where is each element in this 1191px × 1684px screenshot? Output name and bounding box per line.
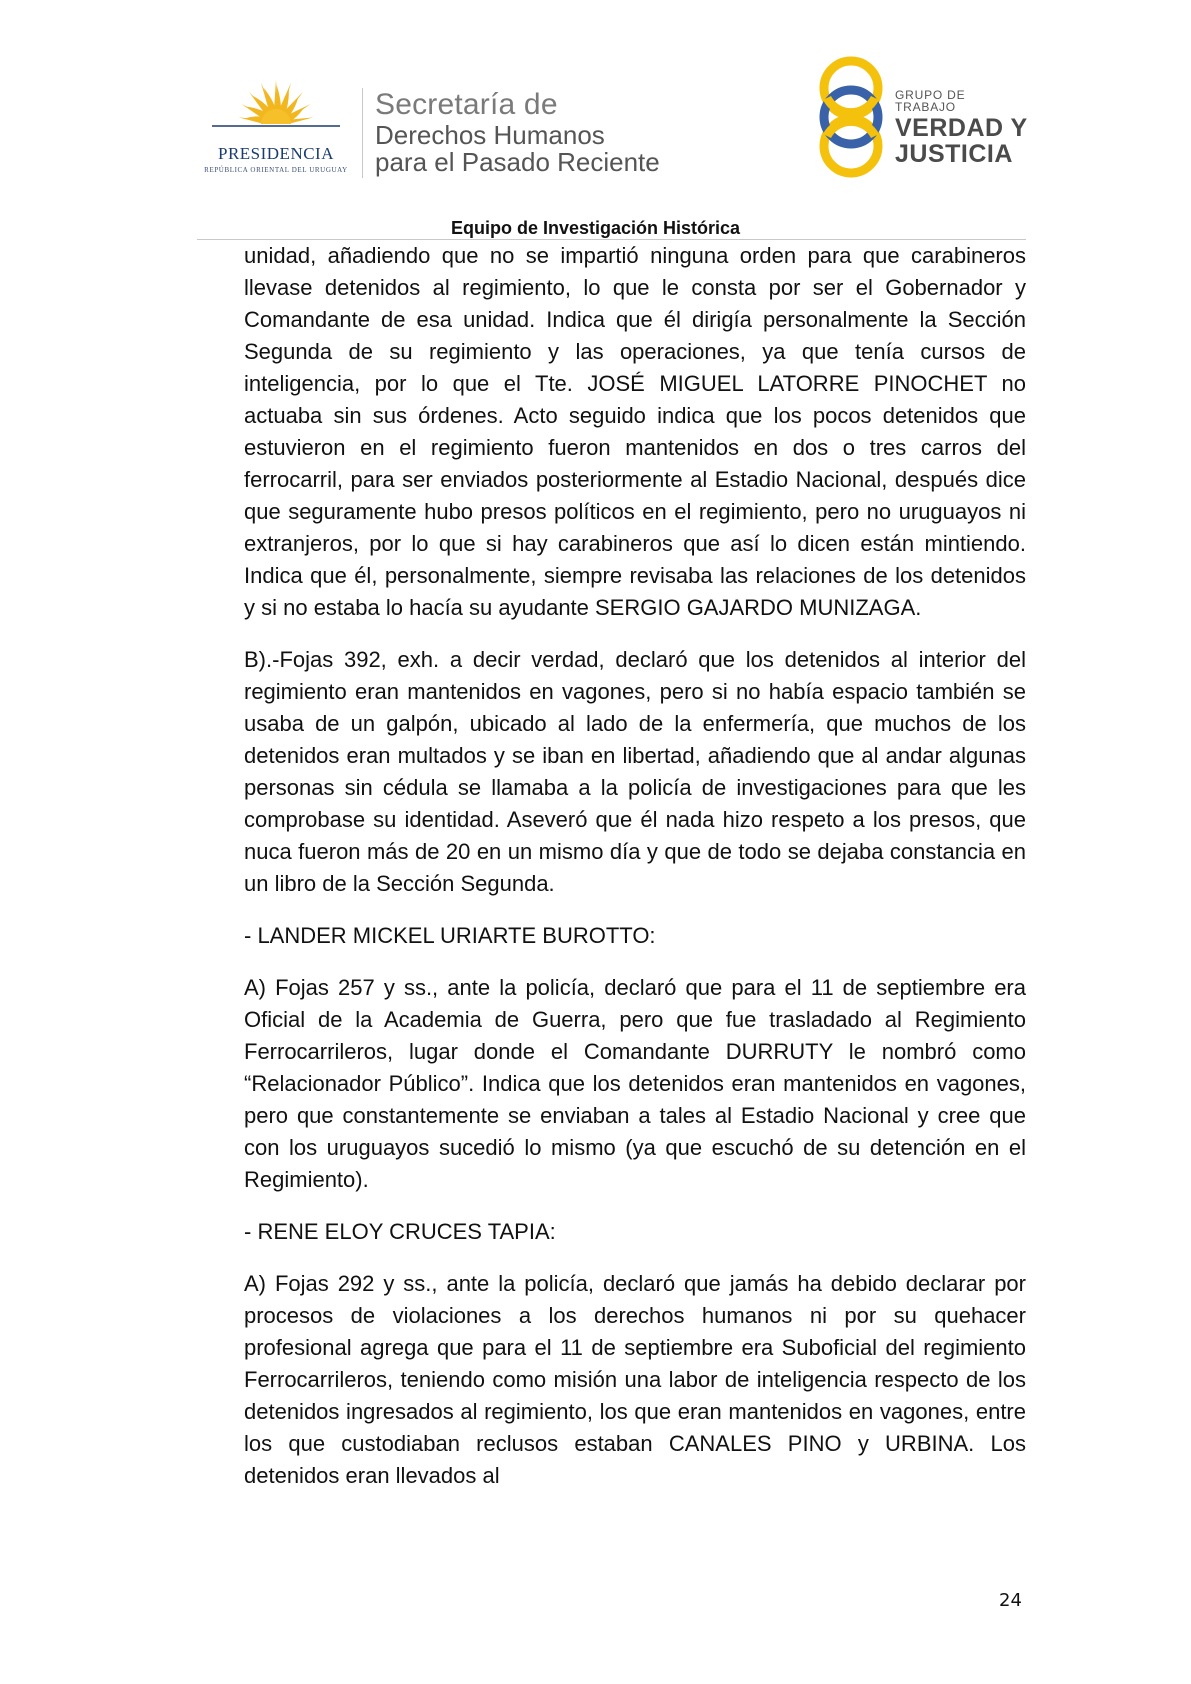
grupo-line-1: GRUPO DE TRABAJO xyxy=(895,88,966,114)
secretaria-line-1: Secretaría de xyxy=(375,88,558,121)
body-paragraph: B).-Fojas 392, exh. a decir verdad, declaró que los detenidos al interior del regimiento eran mantenidos en vagones, pero si no había espacio también se usaba de un galpón, ubicado al lado de la enfermería, que muchos de los detenidos eran multados y se iban en libertad, añadiendo que al andar algunas personas sin cédula se llamaba a la policía de investigaciones para que les comprobase su identidad. Aseveró que él nada hizo respeto a los presos, que nuca fueron más de 20 en un mismo día y que de todo se dejaba constancia en un libro de la Sección Segunda. xyxy=(244,647,1026,896)
presidencia-logo xyxy=(196,78,356,178)
page-number: 24 xyxy=(999,1590,1022,1611)
page-header xyxy=(0,0,1191,240)
witness-heading: - RENE ELOY CRUCES TAPIA: xyxy=(244,1219,556,1244)
presidencia-subtitle: REPÚBLICA ORIENTAL DEL URUGUAY xyxy=(204,166,348,174)
grupo-line-3: JUSTICIA xyxy=(895,140,1013,168)
interlocked-rings-icon xyxy=(810,54,892,180)
verdad-justicia-wordmark xyxy=(895,89,1030,167)
verdad-justicia-logo xyxy=(810,54,1030,184)
header-divider xyxy=(362,88,363,178)
body-paragraph: unidad, añadiendo que no se impartió ninguna orden para que carabineros llevase detenidos al regimiento, lo que le consta por ser el Gobernador y Comandante de esa unidad. Indica que él dirigía personalmente la Sección Segunda de su regimiento y las operaciones, ya que tenía cursos de inteligencia, por lo que el Tte. JOSÉ MIGUEL LATORRE PINOCHET no actuaba sin sus órdenes. Acto seguido indica que los pocos detenidos que estuvieron en el regimiento fueron mantenidos en dos o tres carros del ferrocarril, para ser enviados posteriormente al Estadio Nacional, después dice que seguramente hubo presos políticos en el regimiento, pero no uruguayos ni extranjeros, por lo que si hay carabineros que así lo dicen están mintiendo. Indica que él, personalmente, siempre revisaba las relaciones de los detenidos y si no estaba lo hacía su ayudante SERGIO GAJARDO MUNIZAGA. xyxy=(244,243,1026,620)
team-heading: Equipo de Investigación Histórica xyxy=(450,218,741,238)
secretaria-wordmark xyxy=(375,90,660,175)
presidencia-wordmark xyxy=(196,144,356,174)
presidencia-name: PRESIDENCIA xyxy=(217,144,334,163)
secretaria-line-2: Derechos Humanos xyxy=(375,120,605,150)
body-paragraph: A) Fojas 292 y ss., ante la policía, declaró que jamás ha debido declarar por procesos de violaciones a los derechos humanos ni por su quehacer profesional agrega que para el 11 de septiembre era Suboficial del regimiento Ferrocarrileros, teniendo como misión una labor de inteligencia respecto de los detenidos ingresados al regimiento, los que eran mantenidos en vagones, entre los que custodiaban reclusos estaban CANALES PINO y URBINA. Los detenidos eran llevados al xyxy=(244,1271,1026,1488)
document-body xyxy=(244,240,1026,1512)
grupo-line-2: VERDAD Y xyxy=(895,114,1028,142)
witness-heading: - LANDER MICKEL URIARTE BUROTTO: xyxy=(244,923,656,948)
body-paragraph: A) Fojas 257 y ss., ante la policía, declaró que para el 11 de septiembre era Oficial de la Academia de Guerra, pero que fue trasladado al Regimiento Ferrocarrileros, lugar donde el Comandante DURRUTY le nombró como “Relacionador Público”. Indica que los detenidos eran mantenidos en vagones, pero que constantemente se enviaban a tales al Estadio Nacional y cree que con los uruguayos sucedió lo mismo (ya que escuchó de su detención en el Regimiento). xyxy=(244,975,1026,1192)
secretaria-line-3: para el Pasado Reciente xyxy=(375,147,660,177)
sun-emblem-icon xyxy=(196,78,356,148)
